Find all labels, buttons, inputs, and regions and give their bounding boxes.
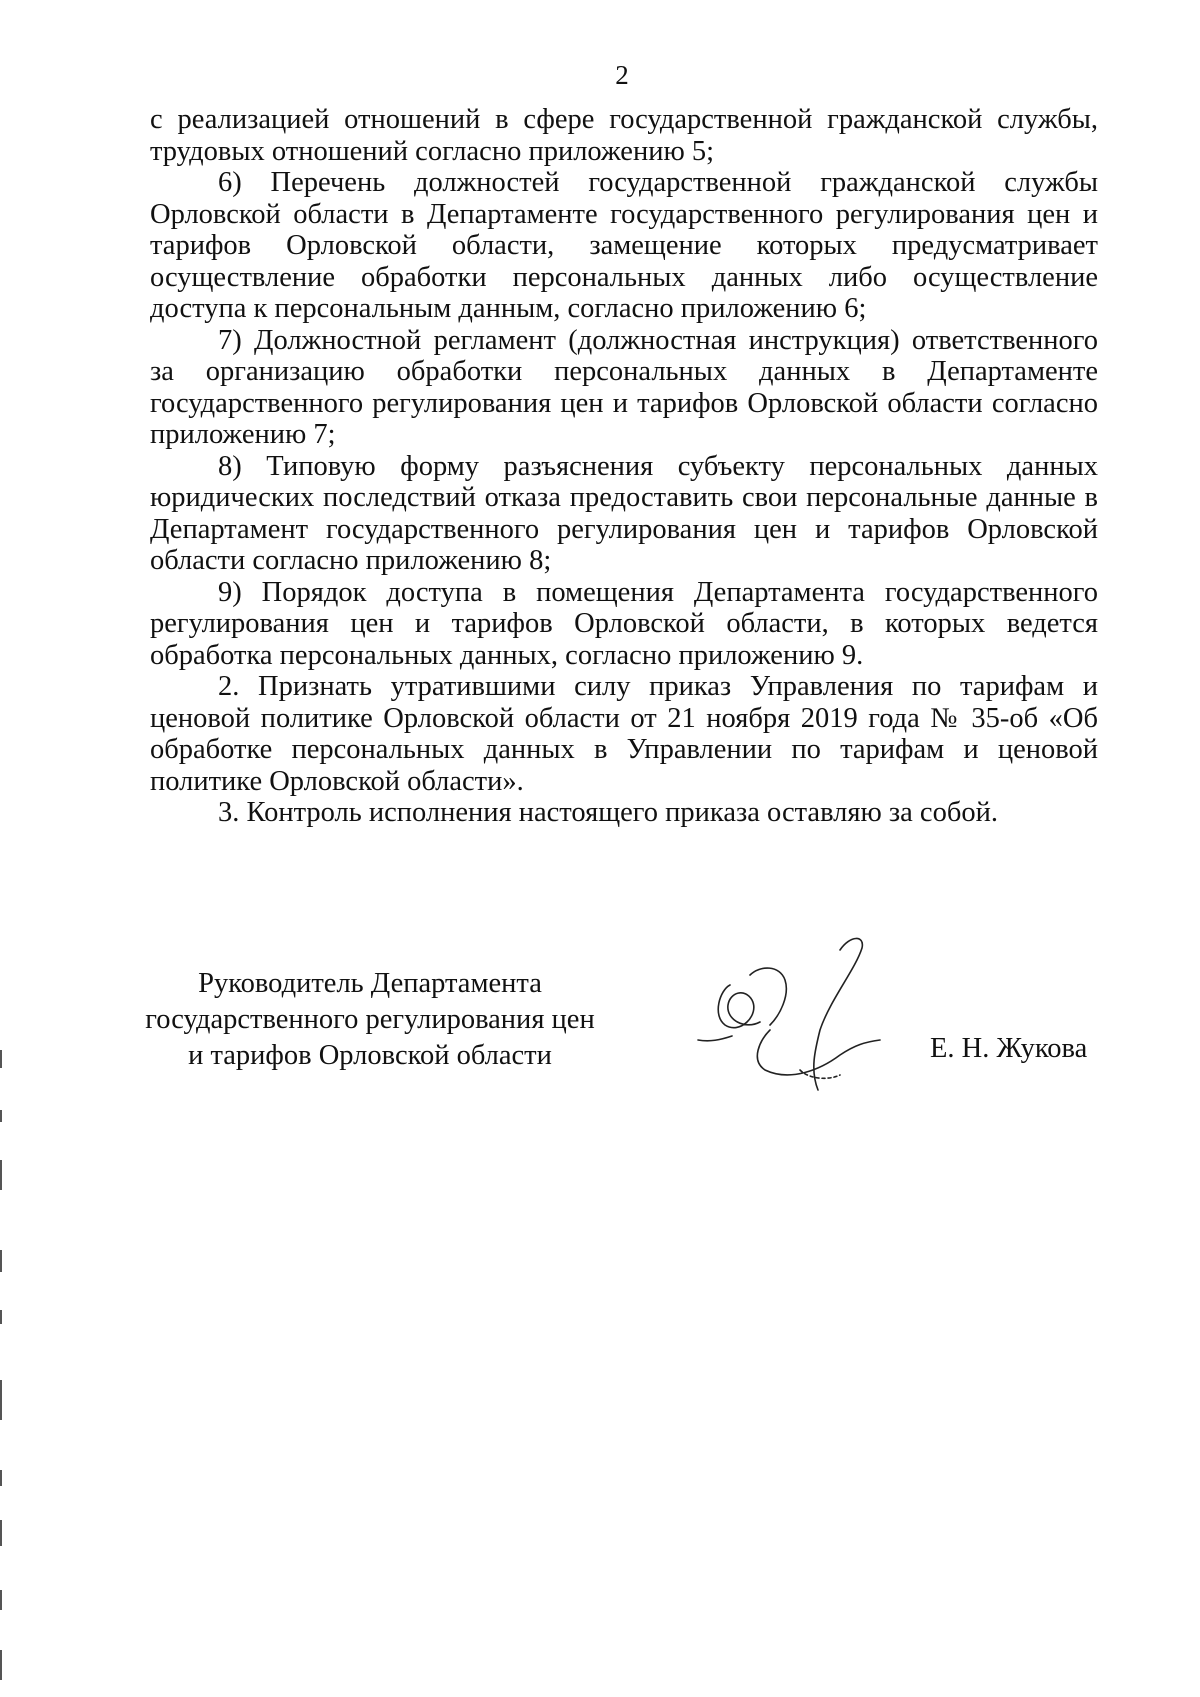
signer-position	[130, 966, 610, 1074]
handwritten-signature	[690, 930, 920, 1100]
page-number: 2	[615, 60, 629, 90]
signer-name: Е. Н. Жукова	[930, 1033, 1088, 1064]
signer-position-line-2: государственного регулирования цен	[145, 1004, 595, 1035]
paragraph-clause-2: 2. Признать утратившими силу приказ Управления по тарифам и ценовой политике Орловской области от 21 ноября 2019 года № 35-об «Об обработке персональных данных в Управлении по тарифам и ценовой политике Орловской области».	[150, 671, 1098, 797]
signer-position-line-3: и тарифов Орловской области	[188, 1040, 552, 1071]
paragraph-item-6: 6) Перечень должностей государственной гражданской службы Орловской области в Департаменте государственного регулирования цен и тарифов Орловской области, замещение которых предусматривает осуществление обработки персональных данных либо осуществление доступа к персональным данным, согласно приложению 6;	[150, 167, 1098, 324]
scan-edge-marks	[0, 1050, 6, 1690]
document-body	[150, 104, 1098, 829]
paragraph-item-9: 9) Порядок доступа в помещения Департамента государственного регулирования цен и тарифов Орловской области, в которых ведется обработка персональных данных, согласно приложению 9.	[150, 576, 1098, 671]
paragraph-continuation: с реализацией отношений в сфере государственной гражданской службы, трудовых отношений согласно приложению 5;	[150, 104, 1098, 167]
paragraph-clause-3: 3. Контроль исполнения настоящего приказа оставляю за собой.	[218, 797, 998, 828]
paragraph-item-8: 8) Типовую форму разъяснения субъекту персональных данных юридических последствий отказа предоставить свои персональные данные в Департамент государственного регулирования цен и тарифов Орловской области согласно приложению 8;	[150, 450, 1098, 576]
paragraph-item-7: 7) Должностной регламент (должностная инструкция) ответственного за организацию обработки персональных данных в Департаменте государственного регулирования цен и тарифов Орловской области согласно приложению 7;	[150, 324, 1098, 450]
signer-position-line-1: Руководитель Департамента	[198, 968, 542, 999]
